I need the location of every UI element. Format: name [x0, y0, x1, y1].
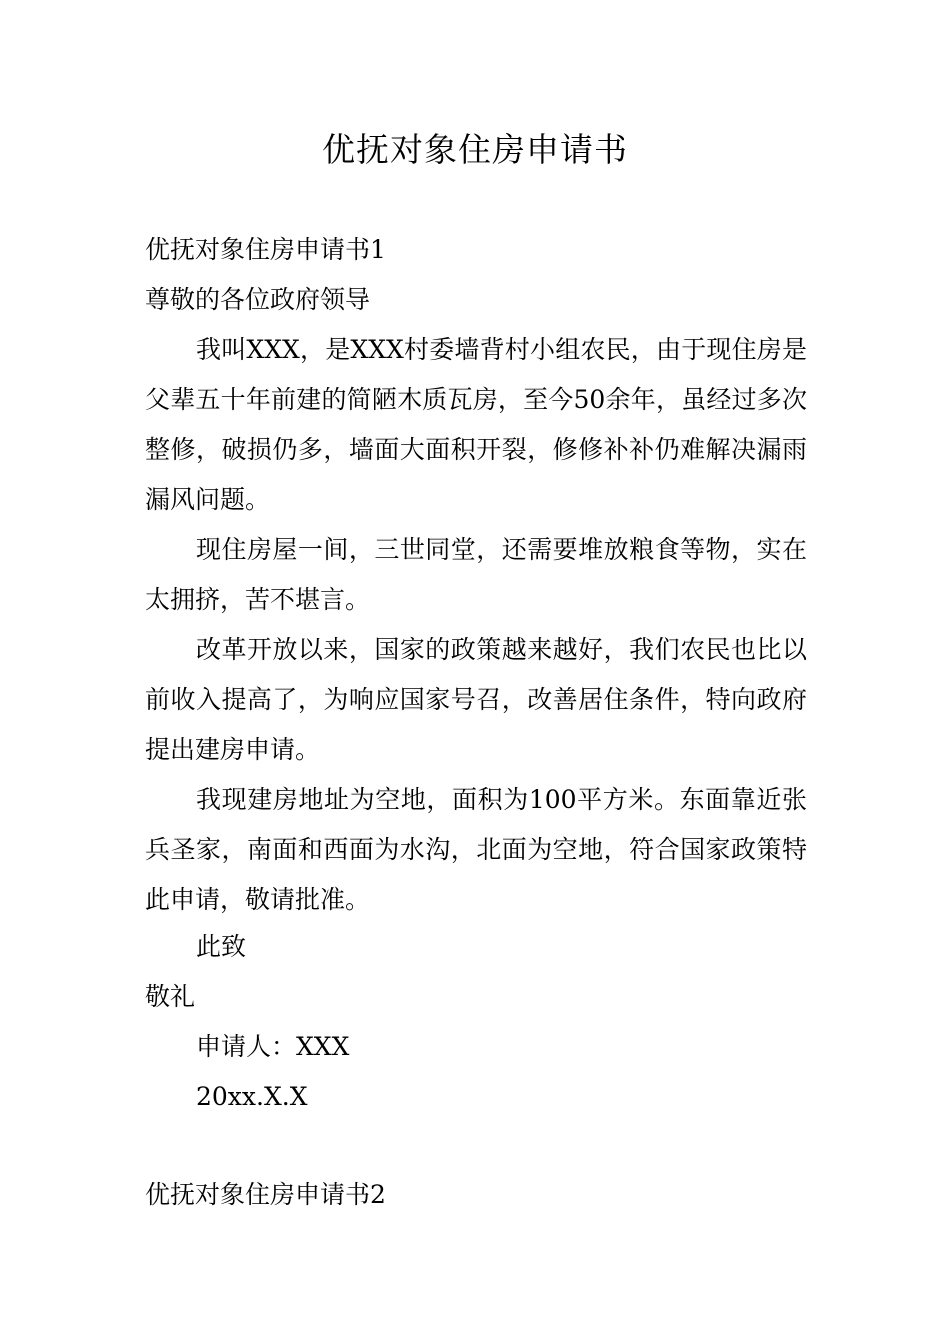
closing-salute: 敬礼: [145, 982, 196, 1011]
closing-greeting: 此致: [196, 932, 247, 961]
section-heading-2: 优抚对象住房申请书2: [145, 1180, 386, 1209]
paragraph-1: 我叫XXX，是XXX村委墙背村小组农民，由于现住房是父辈五十年前建的简陋木质瓦房，至今50余年，虽经过多次整修，破损仍多，墙面大面积开裂，修修补补仍难解决漏雨漏风问题。: [145, 335, 807, 514]
paragraph-4: 我现建房地址为空地，面积为100平方米。东面靠近张兵圣家，南面和西面为水沟，北面为空地，符合国家政策特此申请，敬请批准。: [145, 785, 807, 914]
section-heading-1: 优抚对象住房申请书1: [145, 235, 386, 264]
applicant-line: 申请人：XXX: [196, 1032, 350, 1061]
paragraph-2: 现住房屋一间，三世同堂，还需要堆放粮食等物，实在太拥挤，苦不堪言。: [145, 535, 807, 614]
salutation: 尊敬的各位政府领导: [145, 285, 371, 314]
document-title: 优抚对象住房申请书: [322, 130, 628, 169]
date-line: 20xx.X.X: [196, 1082, 308, 1111]
paragraph-3: 改革开放以来，国家的政策越来越好，我们农民也比以前收入提高了，为响应国家号召，改善居住条件，特向政府提出建房申请。: [145, 635, 807, 764]
